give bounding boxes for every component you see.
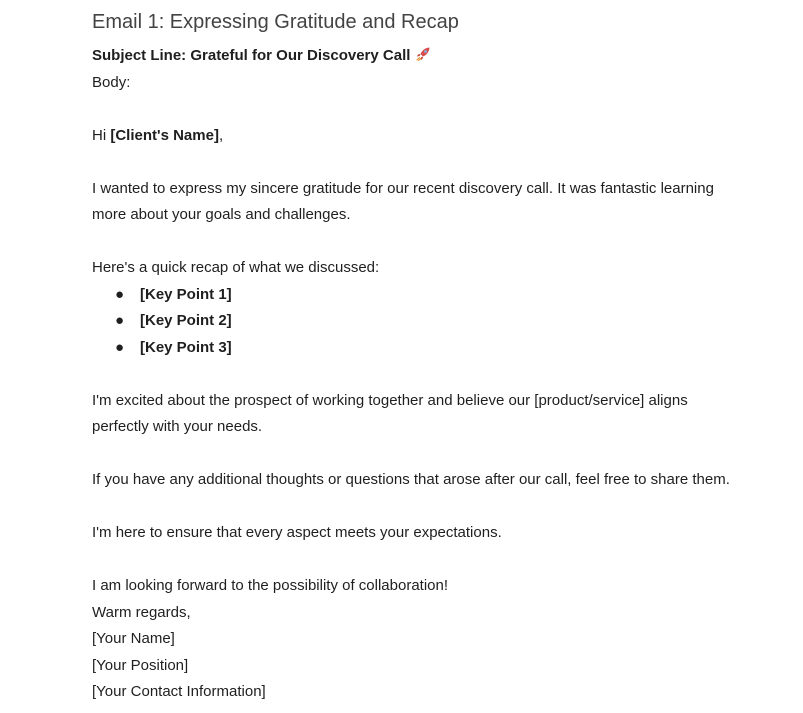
subject-line xyxy=(92,43,792,70)
excitement-paragraph: I'm excited about the prospect of working together and believe our [product/service] aligns perfectly with your needs. xyxy=(92,391,688,435)
email-document xyxy=(92,8,792,706)
list-item xyxy=(92,282,792,309)
greeting-prefix: Hi xyxy=(92,126,111,144)
key-points-list xyxy=(92,282,792,362)
signoff-line: Warm regards, xyxy=(92,603,191,621)
recap-intro: Here's a quick recap of what we discussed: xyxy=(92,259,380,276)
closing-line: I am looking forward to the possibility of collaboration! xyxy=(92,577,449,594)
signature-name: [Your Name] xyxy=(92,630,175,647)
gratitude-paragraph: I wanted to express my sincere gratitude for our recent discovery call. It was fantastic learning more about your goals and challenges. xyxy=(92,179,714,223)
body-label: Body: xyxy=(92,73,131,91)
expectations-paragraph: I'm here to ensure that every aspect meets your expectations. xyxy=(92,524,502,541)
rocket-icon xyxy=(415,46,431,62)
bullet-icon: ● xyxy=(115,312,125,329)
email-heading: Email 1: Expressing Gratitude and Recap xyxy=(92,11,459,33)
questions-paragraph: If you have any additional thoughts or questions that arose after our call, feel free to share them. xyxy=(92,471,730,488)
greeting-suffix: , xyxy=(218,126,224,144)
signature-contact: [Your Contact Information] xyxy=(92,683,266,700)
key-point-text: [Key Point 1] xyxy=(140,285,232,303)
subject-text: Subject Line: Grateful for Our Discovery Call xyxy=(92,47,411,64)
bullet-icon: ● xyxy=(115,338,125,356)
key-point-text: [Key Point 3] xyxy=(140,338,232,356)
list-item xyxy=(92,308,792,335)
signature-position: [Your Position] xyxy=(92,656,189,674)
list-item xyxy=(92,335,792,362)
bullet-icon: ● xyxy=(115,285,125,303)
key-point-text: [Key Point 2] xyxy=(140,312,232,329)
greeting-line xyxy=(92,123,792,150)
client-name-placeholder: [Client's Name] xyxy=(110,126,219,144)
